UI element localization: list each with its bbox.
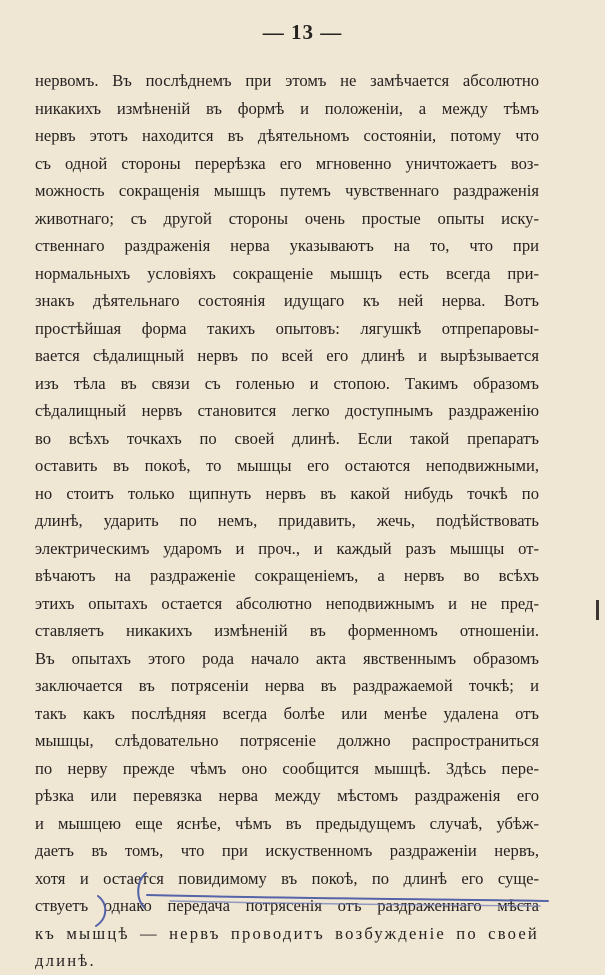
body-text bbox=[35, 67, 539, 975]
margin-mark bbox=[596, 600, 599, 620]
text-line: съ одной стороны перерѣзка его мгновенно уничтожаетъ воз- bbox=[35, 153, 539, 173]
text-line: этихъ опытахъ остается абсолютно неподвижнымъ и не пред- bbox=[35, 593, 539, 613]
text-line: оставить въ покоѣ, то мышцы его остаются неподвижными, bbox=[35, 456, 539, 475]
text-line: и мышцею еще яснѣе, чѣмъ въ предыдущемъ случаѣ, убѣж- bbox=[35, 813, 539, 833]
text-line: ставляетъ никакихъ измѣненій въ форменномъ отношеніи. bbox=[35, 621, 539, 640]
text-line: хотя и остается повидимому въ покоѣ, по длинѣ его суще- bbox=[35, 868, 539, 888]
text-line: ствуетъ однако передача потрясенія отъ раздраженнаго мѣста bbox=[35, 896, 539, 915]
text-line: заключается въ потрясеніи нерва въ раздражаемой точкѣ; и bbox=[35, 676, 539, 695]
text-line: сѣдалищный нервъ становится легко доступнымъ раздраженію bbox=[35, 401, 539, 420]
text-line: простѣйшая форма такихъ опытовъ: лягушкѣ отпрепаровы- bbox=[35, 318, 539, 338]
text-line: можность сокращенія мышцъ путемъ чувственнаго раздраженія bbox=[35, 181, 539, 200]
text-line: ственнаго раздраженія нерва указываютъ на то, что при bbox=[35, 236, 539, 255]
text-line: электрическимъ ударомъ и проч., и каждый разъ мышцы от- bbox=[35, 538, 539, 558]
text-line: никакихъ измѣненій въ формѣ и положеніи, а между тѣмъ bbox=[35, 98, 539, 118]
text-line: нормальныхъ условіяхъ сокращеніе мышцъ есть всегда при- bbox=[35, 263, 539, 283]
text-line: вѣчаютъ на раздраженіе сокращеніемъ, а нервъ во всѣхъ bbox=[35, 566, 539, 585]
text-line: длинѣ, ударить по немъ, придавить, жечь, подѣйствовать bbox=[35, 511, 539, 530]
text-line: нервомъ. Въ послѣднемъ при этомъ не замѣчается абсолютно bbox=[35, 71, 539, 90]
text-line: Въ опытахъ этого рода начало акта явственнымъ образомъ bbox=[35, 648, 539, 668]
text-line: даетъ въ томъ, что при искуственномъ раздраженіи нервъ, bbox=[35, 841, 539, 860]
text-line: изъ тѣла въ связи съ голенью и стопою. Такимъ образомъ bbox=[35, 373, 539, 393]
text-line: во всѣхъ точкахъ по своей длинѣ. Если такой препаратъ bbox=[35, 428, 539, 448]
text-line: по нерву прежде чѣмъ оно сообщится мышцѣ. Здѣсь пере- bbox=[35, 758, 539, 778]
text-line: къ мышцѣ — нервъ проводитъ возбужденіе по своей bbox=[35, 923, 539, 943]
text-line: животнаго; съ другой стороны очень простые опыты иску- bbox=[35, 208, 539, 228]
text-line: рѣзка или перевязка нерва между мѣстомъ раздраженія его bbox=[35, 786, 539, 805]
text-line: но стоитъ только щипнуть нервъ въ какой нибудь точкѣ по bbox=[35, 483, 539, 503]
text-line: знакъ дѣятельнаго состоянія идущаго къ ней нерва. Вотъ bbox=[35, 291, 539, 310]
text-line: нервъ этотъ находится въ дѣятельномъ состояніи, потому что bbox=[35, 126, 539, 145]
page-number: — 13 — bbox=[262, 20, 343, 44]
text-line: вается сѣдалищный нервъ по всей его длинѣ и вырѣзывается bbox=[35, 346, 539, 365]
text-line: мышцы, слѣдовательно потрясеніе должно распространиться bbox=[35, 731, 539, 750]
text-line: такъ какъ послѣдняя всегда болѣе или менѣе удалена отъ bbox=[35, 703, 539, 723]
text-line: длинѣ. bbox=[35, 951, 96, 970]
